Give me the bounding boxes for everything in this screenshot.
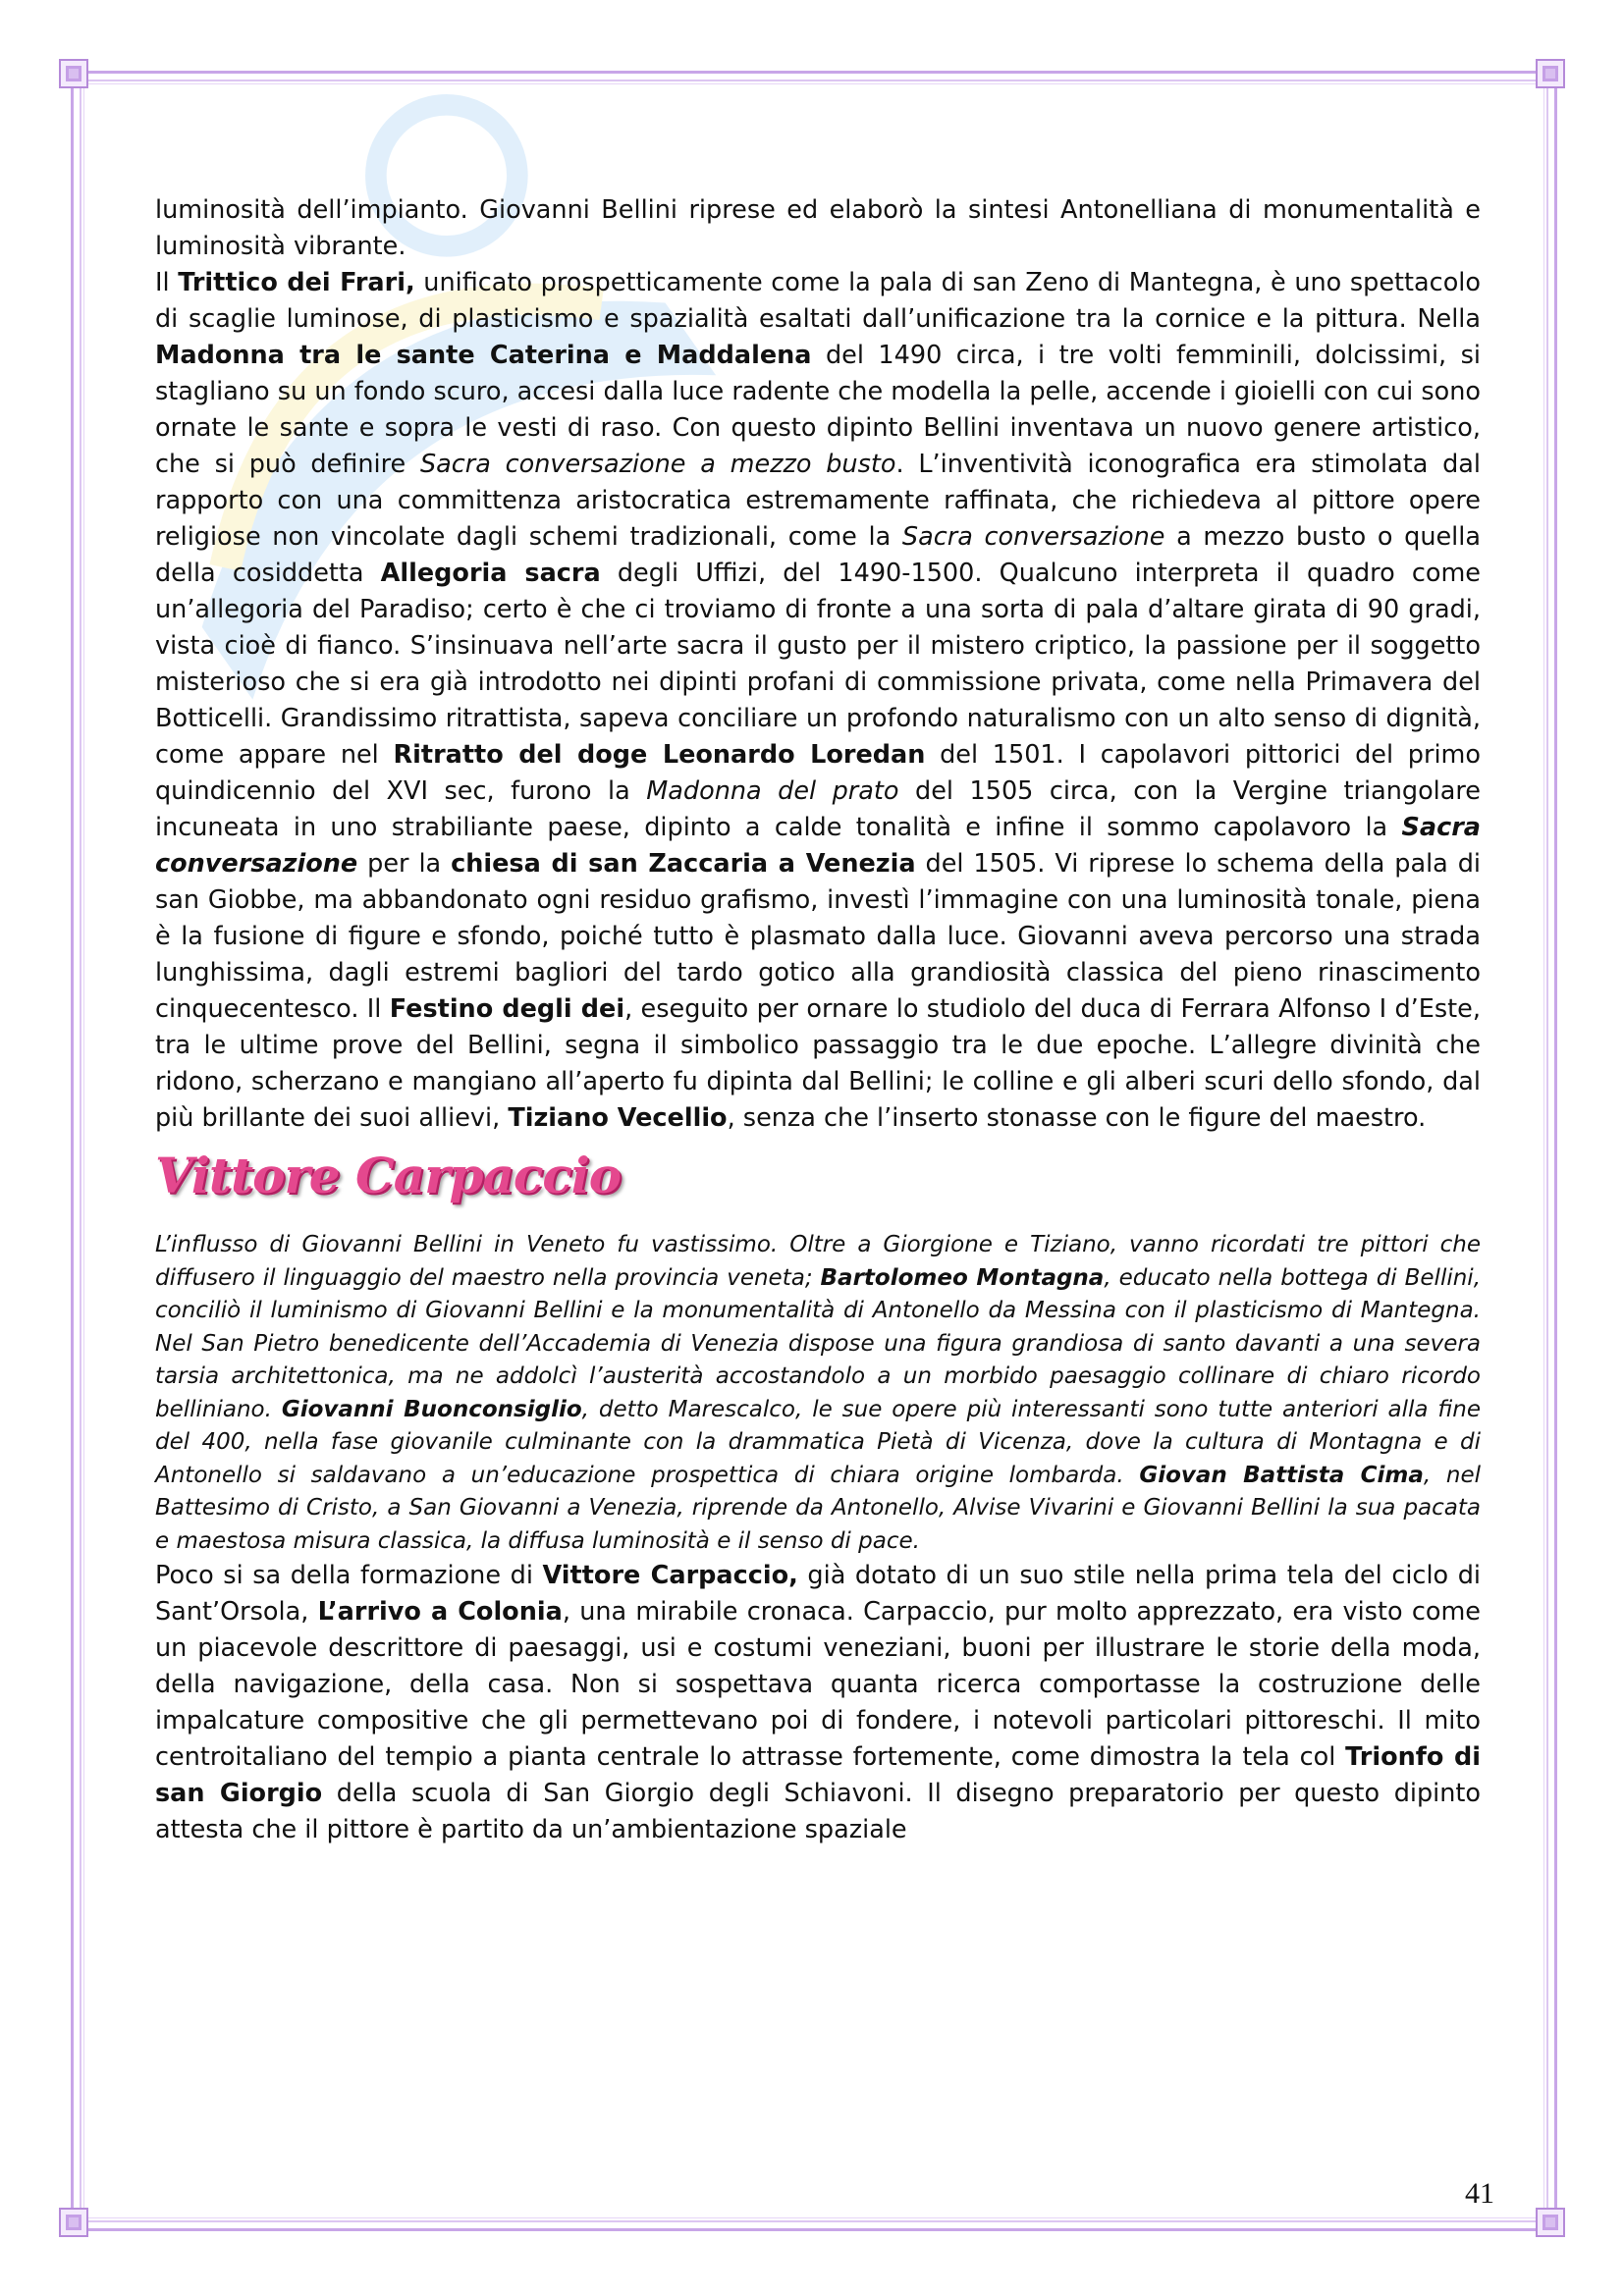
text-run: Vittore Carpaccio, xyxy=(542,1561,798,1590)
text-run: a mezzo busto o quella della cosiddetta xyxy=(155,522,1481,588)
text-run: , una mirabile cronaca. Carpaccio, pur molto apprezzato, era visto come un piacevole descrittore di paesaggi, usi e costumi veneziani, buoni per illustrare le storie della moda, della navigazione, della casa. Non si sospettava quanta ricerca comportasse la costruzione delle impalcature compositive che gli permettevano poi di fondere, i notevoli particolari pittoreschi. Il mito centroitaliano del tempio a pianta centrale lo attrasse fortemente, come dimostra la tela col xyxy=(155,1597,1481,1772)
paragraph xyxy=(155,1558,1481,1848)
text-run: degli Uffizi, del 1490-1500. Qualcuno interpreta il quadro come un’allegoria del Paradiso; certo è che ci troviamo di fronte a una sorta di pala d’altare girata di 90 gradi, vista cioè di fianco. S’insinuava nell’arte sacra il gusto per il mistero criptico, la passione per il soggetto misterioso che si era già introdotto nei dipinti profani di commissione privata, come nella Primavera del Botticelli. Grandissimo ritrattista, sapeva conciliare un profondo naturalismo con un alto senso di dignità, come appare nel xyxy=(155,559,1481,770)
section-heading: Vittore Carpaccio xyxy=(155,1147,622,1204)
text-run: Allegoria sacra xyxy=(380,559,601,588)
text-run: , detto Marescalco, le sue opere più interessanti sono tutte anteriori alla fine del 400, nella fase giovanile culminante con la drammatica Pietà di Vicenza, dove la cultura di Montagna e di Antonello si saldavano a un’educazione prospettica di chiara origine lombarda. xyxy=(155,1396,1481,1488)
paragraph xyxy=(155,265,1481,1137)
text-run: già dotato di un suo stile nella prima tela del ciclo di Sant’Orsola, xyxy=(155,1561,1481,1627)
page-number: 41 xyxy=(1465,2177,1494,2210)
text-run: , nel Battesimo di Cristo, a San Giovanni a Venezia, riprende da Antonello, Alvise Vivarini e Giovanni Bellini la sua pacata e maestosa misura classica, la diffusa luminosità e il senso di pace. xyxy=(155,1462,1481,1554)
text-run: Bartolomeo Montagna xyxy=(820,1264,1105,1291)
text-run: Giovan Battista Cima xyxy=(1139,1462,1424,1488)
text-run: Poco si sa della formazione di xyxy=(155,1561,543,1590)
text-run: della scuola di San Giorgio degli Schiavoni. Il disegno preparatorio per questo dipinto attesta che il pittore è partito da un’ambientazione spaziale xyxy=(155,1779,1481,1844)
text-run: del 1490 circa, i tre volti femminili, dolcissimi, si stagliano su un fondo scuro, accesi dalla luce radente che modella la pelle, accende i gioielli con cui sono ornate le sante e sopra le vesti di raso. Con questo dipinto Bellini inventava un nuovo genere artistico, che si può definire xyxy=(155,341,1481,479)
text-run: Il xyxy=(155,268,179,297)
text-run: per la xyxy=(357,849,452,879)
corner-ornament xyxy=(59,2208,88,2237)
text-run: , educato nella bottega di Bellini, conciliò il luminismo di Giovanni Bellini e la monumentalità di Antonello da Messina con il plasticismo di Mantegna. Nel San Pietro benedicente dell’Accademia di Venezia dispose una figura grandiosa di santo davanti a una severa tarsia architettonica, ma ne addolcì l’austerità accostandolo a un morbido paesaggio collinare di chiaro ricordo belliniano. xyxy=(155,1264,1482,1422)
text-run: Festino degli dei xyxy=(389,994,625,1024)
text-run: Sacra conversazione xyxy=(901,522,1165,552)
text-run: chiesa di san Zaccaria a Venezia xyxy=(451,849,916,879)
text-run: Sacra conversazione a mezzo busto xyxy=(419,450,896,479)
page-content xyxy=(155,192,1481,1848)
text-run: del 1505 circa, con la Vergine triangolare incuneata in uno strabiliante paese, dipinto a calde tonalità e infine il sommo capolavoro la xyxy=(155,776,1481,842)
text-run: Tiziano Vecellio xyxy=(508,1103,728,1133)
text-run: del 1501. I capolavori pittorici del primo quindicennio del XVI sec, furono la xyxy=(155,740,1481,806)
text-run: unificato prospetticamente come la pala di san Zeno di Mantegna, è uno spettacolo di scaglie luminose, di plasticismo e spazialità esaltati dall’unificazione tra la cornice e la pittura. Nella xyxy=(155,268,1481,334)
text-run: , senza che l’inserto stonasse con le figure del maestro. xyxy=(727,1103,1427,1133)
corner-ornament xyxy=(59,59,88,88)
text-run: Madonna tra le sante Caterina e Maddalena xyxy=(155,341,812,370)
corner-ornament xyxy=(1536,2208,1565,2237)
text-run: Trittico dei Frari, xyxy=(178,268,415,297)
text-run: , eseguito per ornare lo studiolo del duca di Ferrara Alfonso I d’Este, tra le ultime prove del Bellini, segna il simbolico passaggio tra le due epoche. L’allegre divinità che ridono, scherzano e mangiano all’aperto fu dipinta dal Bellini; le colline e gli alberi scuri dello sfondo, dal più brillante dei suoi allievi, xyxy=(155,994,1481,1133)
text-run: Ritratto del doge Leonardo Loredan xyxy=(393,740,926,770)
text-run: del 1505. Vi riprese lo schema della pala di san Giobbe, ma abbandonato ogni residuo grafismo, investì l’immagine con una luminosità tonale, piena è la fusione di figure e sfondo, poiché tutto è plasmato dalla luce. Giovanni aveva percorso una strada lunghissima, dagli estremi bagliori del tardo gotico alla grandiosità classica del pieno rinascimento cinquecentesco. Il xyxy=(155,849,1482,1024)
text-run: Trionfo di san Giorgio xyxy=(155,1742,1481,1808)
text-run: L’influsso di Giovanni Bellini in Veneto fu vastissimo. Oltre a Giorgione e Tiziano, vanno ricordati tre pittori che diffusero il linguaggio del maestro nella provincia veneta; xyxy=(155,1232,1481,1291)
text-run: Sacra conversazione xyxy=(155,813,1481,879)
text-run: Madonna del prato xyxy=(646,776,899,806)
text-run: Giovanni Buonconsiglio xyxy=(281,1396,582,1422)
text-run: . L’inventività iconografica era stimolata dal rapporto con una committenza aristocratica estremamente raffinata, che richiedeva al pittore opere religiose non vincolate dagli schemi tradizionali, come la xyxy=(155,450,1481,552)
corner-ornament xyxy=(1536,59,1565,88)
text-run: L’arrivo a Colonia xyxy=(317,1597,563,1627)
intro-paragraph xyxy=(155,1229,1481,1558)
paragraph xyxy=(155,192,1481,265)
text-run: luminosità dell’impianto. Giovanni Bellini riprese ed elaborò la sintesi Antonelliana di monumentalità e luminosità vibrante. xyxy=(155,195,1481,261)
